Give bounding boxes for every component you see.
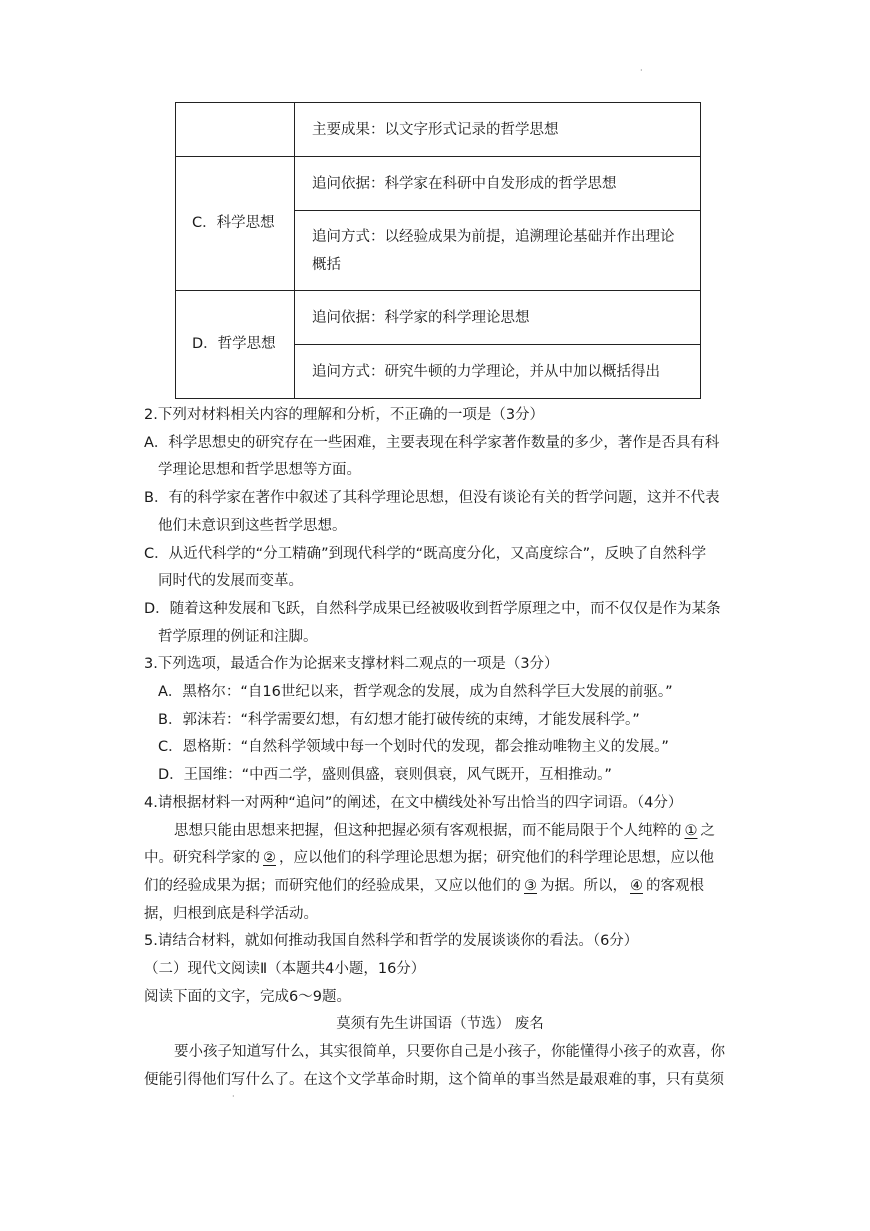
passage-line1: 要小孩子知道写什么，其实很简单，只要你自己是小孩子，你能懂得小孩子的欢喜，你 (174, 1044, 725, 1061)
q4-text: 的客观根 (646, 877, 704, 894)
q4-blank-1: ① (684, 822, 698, 839)
q4-blank-2: ② (263, 850, 276, 867)
q2-option-b-line2: 他们未意识到这些哲学思想。 (158, 517, 347, 534)
q5-stem: 5.请结合材料，就如何推动我国自然科学和哲学的发展谈谈你的看法。（6分） (144, 933, 639, 950)
question-body (144, 402, 736, 1095)
q2-option-a-line2: 学理论思想和哲学思想等方面。 (158, 462, 361, 479)
option-c-label: C．科学思想 (176, 157, 295, 291)
section2-heading: （二）现代文阅读Ⅱ（本题共4小题，16分） (144, 961, 426, 978)
passage-line2: 便能引得他们写什么了。在这个文学革命时期，这个简单的事当然是最艰难的事，只有莫须 (144, 1071, 724, 1088)
q4-stem: 4.请根据材料一对两种“追问”的阐述，在文中横线处补写出恰当的四字词语。（4分） (144, 794, 683, 811)
q2-option-d-line1: D．随着这种发展和飞跃，自然科学成果已经被吸收到哲学原理之中，而不仅仅是作为某条 (144, 600, 721, 617)
q3-option-b: B．郭沫若：“科学需要幻想，有幻想才能打破传统的束缚，才能发展科学。” (158, 711, 640, 728)
bottom-dot-mark: · (232, 1092, 235, 1101)
option-c-method: 追问方式：以经验成果为前提，追溯理论基础并作出理论概括 (295, 211, 701, 291)
option-d-method: 追问方式：研究牛顿的力学理论，并从中加以概括得出 (295, 345, 701, 399)
q2-option-b-line1: B．有的科学家在著作中叙述了其科学理论思想，但没有谈论有关的哲学问题，这并不代表 (144, 490, 720, 507)
q2-stem: 2.下列对材料相关内容的理解和分析，不正确的一项是（3分） (144, 407, 545, 423)
q4-blank-3: ③ (524, 877, 537, 894)
q3-stem: 3.下列选项，最适合作为论据来支撑材料二观点的一项是（3分） (144, 656, 559, 673)
q2-option-d-line2: 哲学原理的例证和注脚。 (158, 628, 318, 645)
table-row (176, 103, 701, 157)
q4-text: 为据。所以， (540, 877, 627, 894)
q3-option-c: C．恩格斯：“自然科学领域中每一个划时代的发现，都会推动唯物主义的发展。” (158, 739, 669, 756)
q4-passage-line1 (144, 818, 736, 846)
section2-instruction: 阅读下面的文字，完成6～9题。 (144, 988, 351, 1005)
option-d-label: D．哲学思想 (176, 291, 295, 399)
q4-blank-4: ④ (630, 877, 643, 894)
option-d-basis: 追问依据：科学家的科学理论思想 (295, 291, 701, 345)
table-row (176, 291, 701, 345)
q4-text: ，应以他们的科学理论思想为据；研究他们的科学理论思想，应以他 (279, 850, 714, 867)
q2-option-c-line2: 同时代的发展而变革。 (158, 573, 303, 590)
option-c-basis: 追问依据：科学家在科研中自发形成的哲学思想 (295, 157, 701, 211)
row1-result-cell: 主要成果：以文字形式记录的哲学思想 (295, 103, 701, 157)
q2-option-c-line1: C．从近代科学的“分工精确”到现代科学的“既高度分化，又高度综合”，反映了自然科学 (144, 545, 707, 562)
q4-text: 思想只能由思想来把握，但这种把握必须有客观根据，而不能局限于个人纯粹的 (174, 822, 682, 839)
passage-title: 莫须有先生讲国语（节选） 废名 (336, 1016, 544, 1033)
top-dot-mark: · (640, 66, 643, 75)
q4-text: 们的经验成果为据；而研究他们的经验成果，又应以他们的 (144, 877, 521, 894)
q4-passage-line3 (144, 873, 736, 901)
q3-option-a: A．黑格尔：“自16世纪以来，哲学观念的发展，成为自然科学巨大发展的前驱。” (158, 684, 673, 701)
options-table (175, 102, 701, 399)
table-row (176, 157, 701, 211)
q4-text: 之 (700, 822, 715, 839)
q4-passage-line4: 据，归根到底是科学活动。 (144, 905, 318, 922)
q4-passage-line2 (144, 845, 736, 873)
q4-text: 中。研究科学家的 (144, 850, 260, 867)
q2-option-a-line1: A．科学思想史的研究存在一些困难，主要表现在科学家著作数量的多少，著作是否具有科 (144, 434, 720, 451)
q3-option-d: D．王国维：“中西二学，盛则俱盛，衰则俱衰，风气既开，互相推动。” (158, 767, 612, 784)
table-empty-cell (176, 103, 295, 157)
